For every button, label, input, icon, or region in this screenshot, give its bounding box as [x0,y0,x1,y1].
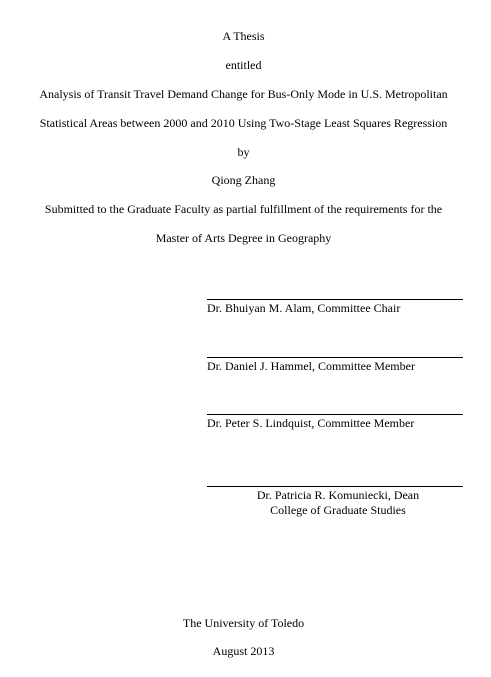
dean-name: Dr. Patricia R. Komuniecki, Dean [256,488,420,502]
dean-signature-line [207,486,463,487]
committee-member-2-name: Dr. Peter S. Lindquist, Committee Member [207,416,415,430]
document-type: A Thesis [222,29,265,43]
thesis-title-line-2: Statistical Areas between 2000 and 2010 Using Two-Stage Least Squares Regression [39,116,448,130]
chair-signature-line [207,299,463,300]
institution-name: The University of Toledo [182,616,305,630]
entitled-label: entitled [225,58,262,72]
thesis-title-line-1: Analysis of Transit Travel Demand Change for Bus-Only Mode in U.S. Metropolitan [39,87,448,101]
by-label: by [237,145,250,159]
submission-statement-line-1: Submitted to the Graduate Faculty as partial fulfillment of the requirements for the [44,202,443,216]
member2-signature-line [207,414,463,415]
committee-chair-name: Dr. Bhuiyan M. Alam, Committee Chair [207,301,401,315]
author-name: Qiong Zhang [211,173,276,187]
submission-date: August 2013 [212,644,275,658]
member1-signature-line [207,357,463,358]
dean-office: College of Graduate Studies [270,503,406,517]
submission-statement-line-2: Master of Arts Degree in Geography [155,231,332,245]
committee-member-1-name: Dr. Daniel J. Hammel, Committee Member [207,359,415,373]
